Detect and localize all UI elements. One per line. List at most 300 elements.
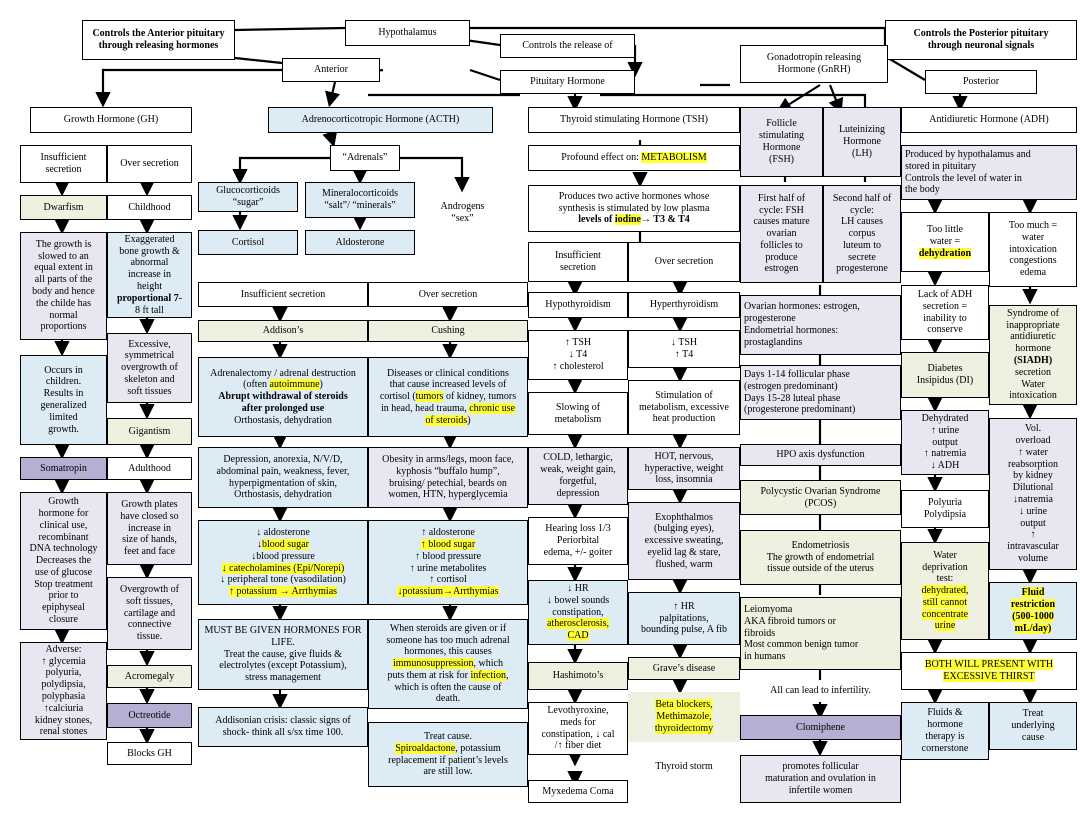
highlighted-text: chronic use — [469, 402, 516, 414]
box-text-line: /↑ fiber diet — [554, 740, 602, 752]
highlighted-text: dehydration — [918, 247, 972, 259]
box-text-line: HPO axis dysfunction — [776, 449, 865, 461]
treat-underlying-box — [989, 702, 1077, 750]
cushing-symptoms-box — [368, 447, 528, 508]
box-text-line: ↓ HR — [567, 583, 589, 594]
box-text-line: all parts of the — [34, 274, 93, 286]
slowing-metabolism-box — [528, 392, 628, 435]
box-text-line: Most common benign tumor — [744, 639, 859, 651]
box-text-line — [567, 630, 588, 642]
box-text-line: Mineralocorticoids — [321, 188, 399, 200]
box-text-line — [561, 152, 706, 164]
box-text-line: Insufficient — [40, 152, 87, 164]
overgrowth-soft-box — [107, 577, 192, 650]
box-text-line: slowed to an — [38, 250, 89, 262]
box-text-line: flushed, warm — [655, 558, 713, 570]
box-text-line: Decreases the — [35, 555, 92, 567]
volume-overload-box — [989, 418, 1077, 570]
profound-box — [528, 145, 740, 171]
box-text-line: excessive sweating, — [644, 535, 724, 547]
box-text-line: Acromegaly — [124, 670, 175, 682]
glucocorticoids-box — [198, 182, 298, 212]
box-text-line: ↑ TSH — [564, 337, 592, 349]
highlighted-text: ↑ potassium → Arrthymias — [228, 586, 338, 598]
box-text-line: Water — [933, 549, 957, 561]
box-text-line: (progesterone predominant) — [744, 404, 856, 416]
gh-growth-slowed-box — [20, 232, 107, 340]
box-text-line: maturation and ovulation in — [765, 773, 876, 785]
box-text-line: Depression, anorexia, N/V/D, — [223, 453, 343, 465]
water-deprivation-box — [901, 542, 989, 640]
posterior-box — [925, 70, 1037, 94]
box-text-line — [547, 618, 609, 630]
box-text-line: Controls the Posterior pituitary — [913, 28, 1049, 40]
box-text-line: meds for — [560, 716, 596, 728]
box-text-line — [655, 723, 713, 735]
box-text-line: prostaglandins — [744, 336, 803, 348]
box-text-line: growth. — [48, 423, 79, 435]
box-text-line: Growth — [48, 496, 79, 508]
graves-box — [628, 657, 740, 680]
highlighted-text: thyroidectomy — [654, 722, 714, 734]
box-text-line: Gonadotropin releasing — [766, 52, 862, 64]
box-text-line: “Adrenals” — [342, 152, 388, 164]
box-text-line: water — [1021, 231, 1045, 243]
box-text-line: have closed so — [120, 510, 179, 522]
box-text-line: someone has too much adrenal — [386, 634, 510, 646]
too-little-water-box — [901, 212, 989, 272]
lh-description-box — [823, 185, 901, 283]
box-text-line: cornerstone — [921, 742, 969, 754]
box-text-line: Over secretion — [120, 158, 179, 170]
box-text-line: ↓natremia — [1013, 494, 1053, 505]
box-text-line: (bulging eyes), — [654, 523, 714, 535]
cushing-labs-box — [368, 520, 528, 605]
box-text-line: Clomiphene — [796, 721, 845, 733]
box-text-line — [923, 597, 967, 609]
posterior-controls-box — [885, 20, 1077, 60]
gh-insufficient-box — [20, 145, 107, 183]
box-text-line: ovarian — [766, 228, 797, 240]
box-text-line: “sugar” — [232, 197, 264, 208]
box-text-line: Antidiuretic Hormone (ADH) — [929, 114, 1049, 126]
box-text-line: ↑ aldosterone — [421, 527, 475, 539]
highlighted-text: Spiroaldactone — [395, 742, 456, 754]
polyuria-box — [901, 490, 989, 528]
box-text-line: constipation, — [552, 606, 604, 618]
text-segment: ↓ — [257, 538, 263, 550]
box-text-line: Orthostasis, dehydration — [234, 489, 332, 501]
leiomyoma-box — [740, 597, 901, 670]
excessive-overgrowth-box — [107, 333, 192, 403]
box-text-line: Adrenalectomy / adrenal destruction — [210, 367, 356, 379]
box-text-line: ↓ bowel sounds — [546, 594, 610, 606]
highlighted-text: EXCESSIVE THIRST — [943, 671, 1035, 682]
box-text-line — [935, 620, 956, 632]
box-text-line: ↓blood pressure — [251, 550, 315, 562]
box-text-line: polydipsia, — [41, 679, 86, 691]
box-text-line: Days 15-28 luteal phase — [744, 392, 841, 404]
box-text-line: The growth is — [35, 238, 92, 250]
anterior-controls-box — [82, 20, 235, 60]
box-text-line: increase in — [127, 522, 172, 534]
box-text-line: Water — [1021, 378, 1045, 390]
box-text-line: Pituitary Hormone — [530, 76, 605, 88]
adrenalectomy-box — [198, 357, 368, 437]
box-text-line: ↑ urine — [930, 424, 960, 436]
box-text-line: All can lead to infertility. — [770, 685, 871, 697]
box-text-line — [222, 563, 345, 575]
box-text-line — [243, 379, 323, 391]
box-text-line: ↓ peripheral tone (vasodilation) — [220, 574, 346, 586]
pcos-box — [740, 480, 901, 515]
highlighted-text: Methimazole, — [656, 711, 712, 723]
box-text-line: ↑ T4 — [674, 349, 694, 360]
box-text-line: AKA fibroid tumors or — [744, 615, 836, 627]
highlighted-text: CAD — [567, 630, 589, 642]
box-text-line: inappropriate — [1006, 319, 1060, 331]
highlighted-text: restriction — [1010, 599, 1056, 611]
box-text-line: ↑ HR — [673, 600, 695, 612]
box-text-line: Second half of — [832, 192, 892, 204]
two-hormones-box — [528, 185, 740, 232]
box-text-line: ↑ water — [1018, 446, 1048, 458]
box-text-line: hormone for — [38, 507, 89, 519]
box-text-line: Polydipsia — [923, 509, 967, 520]
adrenals-box — [330, 145, 400, 171]
box-text-line: conserve — [927, 324, 963, 336]
box-text-line: secretion — [45, 164, 82, 175]
box-text-line: Occurs in — [44, 364, 83, 376]
box-text-line: the body — [905, 184, 940, 196]
box-text-line: Produces two active hormones whose — [558, 190, 710, 202]
box-text-line: cause — [1021, 731, 1045, 743]
box-text-line: normal — [49, 309, 78, 321]
box-text-line: Hyperthyroidism — [649, 299, 719, 311]
box-text-line: therapy is — [925, 731, 965, 742]
box-text-line: 8 ft tall — [135, 304, 164, 316]
box-text-line: epiphyseal — [42, 602, 85, 614]
box-text-line: through neuronal signals — [927, 40, 1035, 51]
controls-release-box — [500, 34, 635, 58]
box-text-line: Addisonian crisis: classic signs of — [215, 715, 351, 727]
aldosterone-box — [305, 230, 415, 255]
somatropin-box — [20, 457, 107, 480]
box-text-line: follicles to — [760, 239, 803, 251]
box-text-line: hyperactive, weight — [644, 462, 724, 474]
box-text-line: Insufficient secretion — [240, 288, 326, 300]
box-text-line: stimulating — [759, 130, 804, 142]
box-text-line: limited — [49, 411, 78, 423]
box-text-line: abnormal — [130, 257, 169, 269]
text-segment: , which — [473, 658, 503, 670]
androgens-box — [425, 195, 500, 230]
box-text-line: edema, +/- goiter — [543, 546, 613, 558]
box-text-line: ↑ natremia — [923, 448, 967, 460]
diabetes-insipidus-box — [901, 352, 989, 398]
hyper-labs-box — [628, 330, 740, 368]
box-text-line: Over secretion — [418, 288, 478, 300]
box-text-line: Childhood — [128, 201, 171, 213]
box-text-line: Addison’s — [262, 325, 304, 337]
box-text-line: Adverse: — [45, 643, 82, 655]
box-text-line: Luteinizing — [838, 124, 886, 136]
box-text-line: “salt”/ “minerals” — [324, 200, 396, 211]
highlighted-text: autoimmune — [269, 379, 320, 391]
text-segment: cortisol ( — [379, 391, 416, 403]
box-text-line: Treat the cause, give fluids & — [224, 648, 342, 660]
box-text-line: (PCOS) — [804, 497, 837, 509]
box-text-line: intoxication — [1009, 243, 1057, 255]
box-text-line: body and hence — [32, 286, 95, 297]
box-text-line: HOT, nervous, — [654, 450, 714, 462]
ovarian-hormones-box — [740, 295, 901, 355]
highlighted-text: Fluid — [1021, 587, 1045, 599]
box-text-line: Cushing — [431, 325, 465, 337]
box-text-line: Exophthalmos — [655, 511, 713, 523]
box-text-line: Polycystic Ovarian Syndrome — [760, 485, 881, 497]
box-text-line: Growth plates — [121, 499, 178, 510]
dwarfism-box — [20, 195, 107, 220]
box-text-line: use of glucose — [34, 566, 93, 578]
addison-symptoms-box — [198, 447, 368, 508]
box-text-line: Octreotide — [128, 709, 171, 721]
box-text-line: are still low. — [423, 766, 473, 778]
anterior-box — [282, 58, 380, 82]
box-text-line: progesterone — [836, 263, 888, 275]
box-text-line: COLD, lethargic, — [543, 452, 613, 464]
tsh-insufficient-box — [528, 242, 628, 282]
box-text-line: after prolonged use — [241, 402, 325, 414]
highlighted-text: ↓ catecholamines (Epi/Norepi) — [221, 562, 345, 574]
box-text-line: proportional 7- — [116, 292, 183, 304]
box-text-line: polyuria, — [45, 667, 82, 679]
box-text-line: LH causes — [841, 216, 883, 228]
box-text-line: children. — [45, 376, 82, 388]
box-text-line — [381, 403, 515, 415]
box-text-line: Adulthood — [128, 462, 171, 474]
text-segment: Profound effect on: — [561, 152, 642, 164]
box-text-line: Abrupt withdrawal of steroids — [218, 391, 348, 403]
box-text-line: Polyuria — [928, 497, 962, 509]
box-text-line: in humans — [744, 651, 786, 663]
box-text-line: Leiomyoma — [744, 604, 793, 615]
stimulation-metabolism-box — [628, 380, 740, 435]
box-text-line: height — [137, 280, 162, 292]
box-text-line: Dehydrated — [921, 413, 969, 424]
octreotide-box — [107, 703, 192, 728]
box-text-line — [655, 699, 712, 711]
box-text-line: shock- think all s/sx time 100. — [222, 727, 344, 738]
addisons-box — [198, 320, 368, 342]
box-text-line: Myxedema Coma — [542, 785, 614, 797]
box-text-line: secrete — [848, 251, 876, 263]
highlighted-text: mL/day) — [1014, 622, 1052, 634]
too-much-water-box — [989, 212, 1077, 287]
box-text-line: Excessive, — [128, 338, 171, 350]
box-text-line: polyphasia — [41, 691, 86, 702]
addison-labs-box — [198, 520, 368, 605]
highlighted-text: atherosclerosis, — [547, 618, 609, 630]
fsh-box — [740, 107, 823, 177]
clomiphene-box — [740, 715, 901, 740]
dehydrated-box — [901, 410, 989, 475]
blocks-gh-box — [107, 742, 192, 765]
box-text-line: Adrenocorticotropic Hormone (ACTH) — [301, 114, 460, 126]
box-text-line: Growth Hormone (GH) — [63, 114, 159, 126]
box-text-line: DNA technology — [29, 543, 98, 555]
box-text-line: causes mature — [753, 216, 810, 228]
gh-exaggerated-box — [107, 232, 192, 318]
box-text-line: hormone — [927, 719, 963, 731]
text-segment: puts them at risk for — [387, 669, 471, 681]
box-text-line: underlying — [1011, 720, 1055, 732]
growth-hormone-box — [30, 107, 192, 133]
box-text-line: Thyroid storm — [655, 760, 713, 772]
box-text-line: Diabetes — [927, 363, 963, 375]
both-thirst-box — [901, 652, 1077, 690]
box-text-line — [257, 539, 309, 551]
box-text-line: Thyroid stimulating Hormone (TSH) — [559, 114, 709, 126]
box-text-line: Hormone (GnRH) — [777, 64, 851, 75]
box-text-line: ↓ T4 — [568, 349, 588, 361]
box-text-line: tissue. — [136, 631, 163, 643]
box-text-line: cartilage and — [123, 607, 176, 619]
cushing-box — [368, 320, 528, 342]
box-text-line: that cause increased levels of — [389, 379, 507, 391]
box-text-line: ↑ cholesterol — [552, 360, 604, 372]
box-text-line: Produced by hypothalamus and — [905, 148, 1031, 160]
highlighted-text: ↓potassium→Arrthymias — [397, 586, 499, 598]
box-text-line: the childe has — [36, 297, 91, 309]
gnrh-box — [740, 45, 888, 83]
box-text-line: Somatropin — [40, 462, 87, 474]
box-text-line — [397, 586, 498, 598]
box-text-line: Hypothalamus — [378, 27, 437, 39]
box-text-line: ↓ aldosterone — [256, 527, 310, 539]
hearing-loss-box — [528, 517, 628, 565]
infertility-box — [740, 680, 901, 702]
box-text-line: ↓ ADH — [930, 460, 960, 472]
box-text-line: deprivation — [922, 561, 968, 573]
box-text-line — [656, 711, 711, 723]
treat-cushing-box — [368, 722, 528, 787]
box-text-line: women, HTN, hyperglycemia — [388, 489, 508, 501]
box-text-line: hormone — [1015, 343, 1051, 355]
text-segment: ) — [467, 414, 471, 426]
box-text-line: Too much = — [1008, 220, 1058, 231]
exophthalmos-box — [628, 502, 740, 580]
box-text-line: Dwarfism — [43, 201, 84, 213]
box-text-line: “sex” — [451, 212, 474, 224]
box-text-line: fibroids — [744, 627, 776, 639]
box-text-line: symmetrical — [124, 350, 175, 362]
box-text-line: increase in — [127, 269, 172, 281]
box-text-line — [919, 248, 971, 260]
box-text-line: Posterior — [962, 76, 1000, 88]
hypothalamus-box — [345, 20, 470, 46]
box-text-line: kidney stones, — [34, 714, 93, 726]
box-text-line: Hearing loss 1/3 — [545, 523, 611, 535]
box-text-line: intoxication — [1009, 390, 1057, 402]
box-text-line: Diseases or clinical conditions — [387, 367, 509, 379]
box-text-line: Insufficient — [555, 250, 601, 262]
box-text-line: ↓ TSH — [670, 337, 698, 349]
box-text-line — [578, 214, 690, 226]
text-segment: → T3 & T4 — [640, 214, 690, 226]
box-text-line: antidiuretic — [1010, 331, 1056, 343]
box-text-line: which is often the cause of — [394, 681, 502, 693]
pituitary-hormone-box — [500, 70, 635, 94]
box-text-line: intravascular — [1007, 541, 1059, 553]
box-text-line: Androgens — [440, 200, 485, 212]
thyroid-storm-box — [628, 755, 740, 778]
box-text-line: Over secretion — [654, 256, 714, 268]
box-text-line: (FSH) — [768, 153, 794, 165]
highlighted-text: METABOLISM — [641, 152, 707, 164]
box-text-line: soft tissues, — [126, 595, 173, 607]
box-text-line: Obesity in arms/legs, moon face, — [382, 453, 514, 465]
text-segment: , potassium — [455, 742, 501, 754]
text-segment: in head, head trauma, — [380, 402, 470, 414]
gigantism-box — [107, 418, 192, 445]
box-text-line: edema — [1019, 267, 1047, 279]
hpo-axis-box — [740, 444, 901, 466]
box-text-line: bone growth & — [119, 245, 180, 257]
box-text-line — [1022, 587, 1045, 599]
box-text-line: secretion = — [922, 300, 968, 312]
beta-blockers-box — [628, 692, 740, 742]
tsh-over-box — [628, 242, 740, 282]
highlighted-text: concentrate — [921, 608, 969, 620]
box-text-line: synthesis is stimulated by low plasma — [558, 202, 710, 214]
box-text-line: Days 1-14 follicular phase — [744, 368, 850, 380]
box-text-line — [421, 539, 475, 551]
hyperthyroidism-box — [628, 292, 740, 318]
box-text-line: heat production — [652, 413, 716, 425]
box-text-line: stored in pituitary — [905, 160, 977, 172]
box-text-line: death. — [435, 693, 461, 705]
fluid-restriction-box — [989, 582, 1077, 640]
box-text-line: cycle: FSH — [759, 204, 804, 216]
addisonian-crisis-box — [198, 707, 368, 747]
box-text-line — [1015, 623, 1052, 635]
box-text-line: Slowing of — [555, 401, 601, 413]
box-text-line: Aldosterone — [335, 236, 385, 248]
box-text-line — [925, 659, 1053, 671]
box-text-line: Gigantism — [128, 425, 171, 437]
box-text-line: clinical use, — [39, 519, 88, 531]
box-text-line: stress management — [245, 672, 321, 684]
box-text-line: Ovarian hormones: estrogen, — [744, 301, 860, 313]
hr-down-box — [528, 580, 628, 645]
fluids-hormone-box — [901, 702, 989, 760]
childhood-box — [107, 195, 192, 220]
box-text-line: Treat — [1022, 708, 1044, 720]
box-text-line: progesterone — [744, 313, 796, 325]
box-text-line: Cortisol — [231, 236, 265, 248]
hashimotos-box — [528, 662, 628, 690]
box-text-line: tissue outside of the uterus — [767, 563, 874, 575]
box-text-line: ↑ glycemia — [41, 655, 86, 667]
box-text-line: forgetful, — [559, 476, 597, 487]
highlighted-text: Beta blockers, — [655, 699, 713, 711]
box-text-line: Hashimoto’s — [552, 670, 604, 682]
box-text-line — [425, 415, 470, 427]
box-text-line: promotes follicular — [782, 761, 859, 773]
hypothyroidism-box — [528, 292, 628, 318]
box-text-line: inability to — [923, 312, 967, 324]
